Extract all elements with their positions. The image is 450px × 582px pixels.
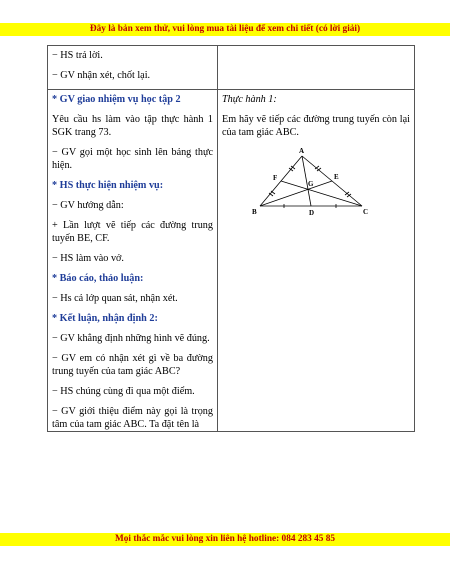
content-cell — [218, 90, 415, 432]
content-cell — [218, 46, 415, 90]
label-c: C — [363, 208, 369, 216]
table-row — [48, 90, 415, 432]
list-item: − GV gọi một học sinh lên bảng thực hiện. — [52, 147, 213, 171]
report-heading: * Báo cáo, thảo luận: — [52, 273, 144, 284]
activity-cell — [48, 46, 218, 90]
preview-banner-text: Đây là bản xem thử, vui lòng mua tài liệu để xem chi tiết (có lời giải) — [89, 24, 361, 34]
conclude-heading: * Kết luận, nhận định 2: — [52, 313, 158, 324]
label-b: B — [252, 208, 257, 216]
list-item: + Lần lượt vẽ tiếp các đường trung tuyến BE, CF. — [52, 220, 213, 244]
hotline-banner — [0, 533, 450, 546]
label-a: A — [299, 147, 305, 155]
table-row — [48, 46, 415, 90]
list-item: − HS chúng cùng đi qua một điểm. — [52, 386, 195, 397]
lesson-table — [47, 45, 415, 432]
task-heading: * GV giao nhiệm vụ học tập 2 — [52, 94, 181, 105]
list-item: − HS làm vào vở. — [52, 253, 124, 264]
list-item: Yêu cầu hs làm vào tập thực hành 1 SGK trang 73. — [52, 114, 213, 138]
list-item: − GV hướng dẫn: — [52, 200, 124, 211]
activity-cell — [48, 90, 218, 432]
hotline-banner-text: Mọi thắc mắc vui lòng xin liên hệ hotline: 084 283 45 85 — [114, 534, 336, 544]
list-item: − GV nhận xét, chốt lại. — [52, 70, 151, 81]
list-item: − HS trả lời. — [52, 50, 103, 61]
practice-title: Thực hành 1: — [222, 94, 277, 105]
preview-banner — [0, 23, 450, 36]
label-d: D — [309, 209, 315, 217]
list-item: − GV khẳng định những hình vẽ đúng. — [52, 333, 210, 344]
triangle-median-figure — [252, 146, 372, 218]
list-item: − GV em có nhận xét gì về ba đường trung tuyến của tam giác ABC? — [52, 353, 213, 377]
practice-text: Em hãy vẽ tiếp các đường trung tuyến còn lại của tam giác ABC. — [222, 114, 410, 138]
label-f: F — [273, 174, 278, 182]
list-item: − Hs cả lớp quan sát, nhận xét. — [52, 293, 178, 304]
list-item: − GV giới thiệu điểm này gọi là trọng tâm của tam giác ABC. Ta đặt tên là — [52, 406, 213, 430]
label-g: G — [308, 180, 314, 188]
label-e: E — [334, 173, 339, 181]
do-heading: * HS thực hiện nhiệm vụ: — [52, 180, 164, 191]
